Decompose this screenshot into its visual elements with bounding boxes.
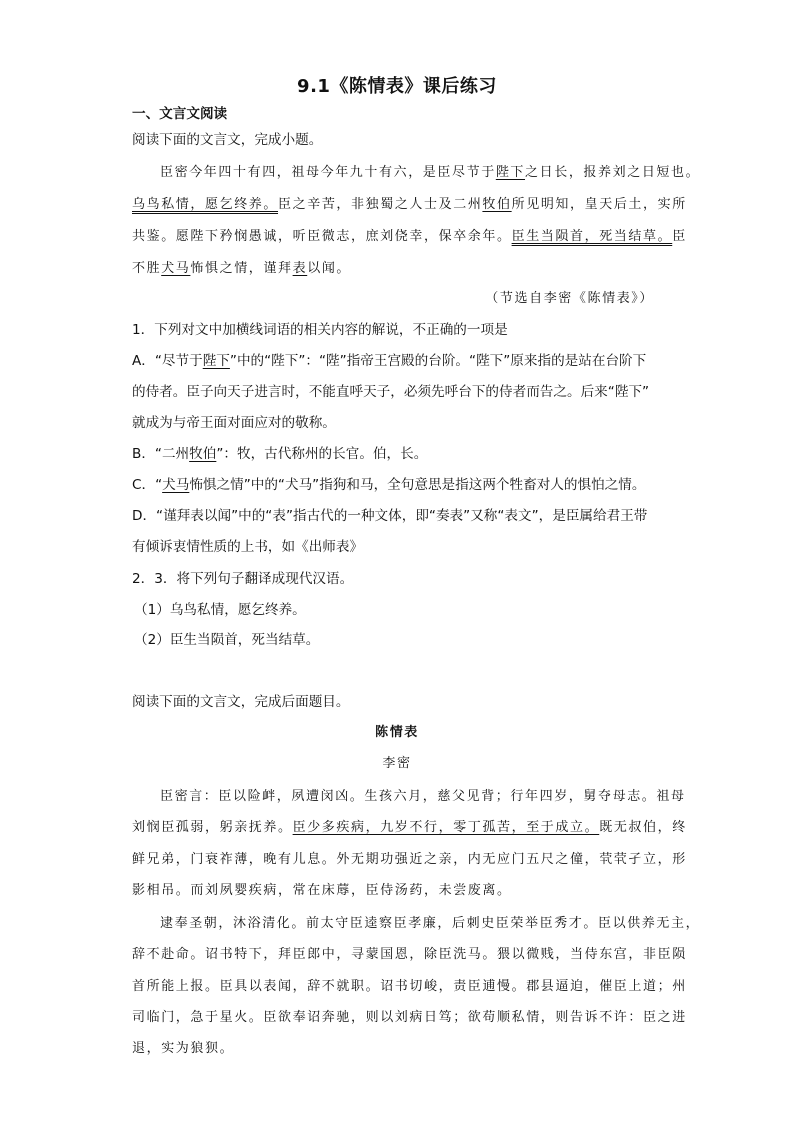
passage2-line: 退，实为狼狈。: [132, 1041, 235, 1056]
underlined-term: 牧伯: [482, 197, 512, 212]
underlined-term: 表: [292, 261, 308, 276]
option-a: [132, 349, 646, 369]
underlined-term: 犬马: [161, 261, 191, 276]
underlined-term: 陛下: [202, 353, 230, 369]
passage2-line: 首所能上报。臣具以表闻，辞不就职。诏书切峻，责臣逋慢。郡县逼迫，催臣上道；州: [132, 979, 687, 994]
passage-text: 以闻。: [307, 261, 352, 276]
passage-text: 之日长，报养刘之日短也。: [525, 165, 701, 180]
passage1-line: [132, 257, 351, 276]
instruction-text: 阅读下面的文言文，完成后面题目。: [132, 694, 350, 710]
option-text: A．“尽节于: [132, 353, 203, 369]
passage1-line: [132, 193, 687, 212]
passage-author: 李密: [382, 756, 412, 771]
passage-text: 怖惧之情，谨拜: [190, 261, 293, 276]
passage-source: （节选自李密《陈情表》）: [485, 291, 654, 306]
passage2-line: 鲜兄弟，门衰祚薄，晚有儿息。外无期功强近之亲，内无应门五尺之僮，茕茕孑立，形: [132, 852, 687, 867]
passage2-line: 影相吊。而刘夙婴疾病，常在床蓐，臣侍汤药，未尝废离。: [132, 883, 512, 898]
option-a-cont: 就成为与帝王面对面应对的敬称。: [132, 415, 336, 431]
option-text: B．“二州: [132, 446, 190, 462]
passage2-line: 辞不赴命。诏书特下，拜臣郎中，寻蒙国恩，除臣洗马。猥以微贱，当侍东宫，非臣陨: [132, 947, 687, 962]
underlined-term: 陛下: [495, 165, 526, 180]
underlined-sentence: 乌鸟私情，愿乞终养。: [132, 197, 279, 212]
passage1-line: [132, 225, 687, 244]
passage-title: 陈情表: [375, 725, 419, 740]
option-a-cont: 的侍者。臣子向天子进言时，不能直呼天子，必须先呼台下的侍者而告之。后来“陛下”: [132, 384, 650, 400]
passage2-line: 逮奉圣朝，沐浴清化。前太守臣逵察臣孝廉，后刺史臣荣举臣秀才。臣以供养无主，: [160, 916, 701, 931]
passage2-line: 臣密言：臣以险衅，夙遭闵凶。生孩六月，慈父见背；行年四岁，舅夺母志。祖母: [160, 789, 686, 804]
passage-text: 既无叔伯，终: [599, 820, 687, 835]
option-text: C．“: [132, 477, 163, 493]
passage-text: 臣: [672, 229, 687, 244]
passage1-line: [160, 161, 700, 180]
option-d-cont: 有倾诉衷情性质的上书，如《出师表》: [132, 539, 364, 555]
passage-text: 臣密今年四十有四，祖母今年九十有六，是臣尽节于: [160, 165, 496, 180]
section-heading: 一、文言文阅读: [132, 106, 228, 122]
passage-text: 共鉴。愿陛下矜悯愚诚，听臣微志，庶刘侥幸，保卒余年。: [132, 229, 512, 244]
option-c: [132, 473, 645, 493]
option-text: 怖惧之情”中的“犬马”指狗和马，全句意思是指这两个牲畜对人的惧怕之情。: [189, 477, 646, 493]
option-text: ”：牧，古代称州的长官。伯，长。: [216, 446, 428, 462]
passage2-line: 司临门，急于星火。臣欲奉诏奔驰，则以刘病日笃；欲苟顺私情，则告诉不许：臣之进: [132, 1010, 687, 1025]
question-stem: 2．3．将下列句子翻译成现代汉语。: [132, 571, 354, 587]
underlined-sentence: 臣生当陨首，死当结草。: [511, 229, 673, 244]
passage-text: 不胜: [132, 261, 162, 276]
passage-text: 臣之辛苦，非独蜀之人士及二州: [278, 197, 483, 212]
page-title: 9.1《陈情表》课后练习: [297, 76, 497, 97]
underlined-sentence: 臣少多疾病，九岁不行，零丁孤苦，至于成立。: [292, 820, 600, 835]
question-stem: 1．下列对文中加横线词语的相关内容的解说，不正确的一项是: [132, 322, 508, 338]
option-text: ”中的“陛下”：“陛”指帝王宫殿的台阶。“陛下”原来指的是站在台阶下: [229, 353, 647, 369]
translate-sentence-1: （1）乌鸟私情，愿乞终养。: [134, 602, 306, 618]
passage-text: 所见明知，皇天后土，实所: [511, 197, 687, 212]
underlined-term: 犬马: [162, 477, 190, 493]
passage-text: 刘悯臣孤弱，躬亲抚养。: [132, 820, 293, 835]
option-b: [132, 442, 427, 462]
passage2-line: [132, 816, 687, 835]
underlined-term: 牧伯: [189, 446, 217, 462]
option-d: D．“谨拜表以闻”中的“表”指古代的一种文体，即“奏表”又称“表文”，是臣属给君王带: [132, 508, 648, 524]
translate-sentence-2: （2）臣生当陨首，死当结草。: [134, 632, 320, 648]
instruction-text: 阅读下面的文言文，完成小题。: [132, 132, 323, 148]
